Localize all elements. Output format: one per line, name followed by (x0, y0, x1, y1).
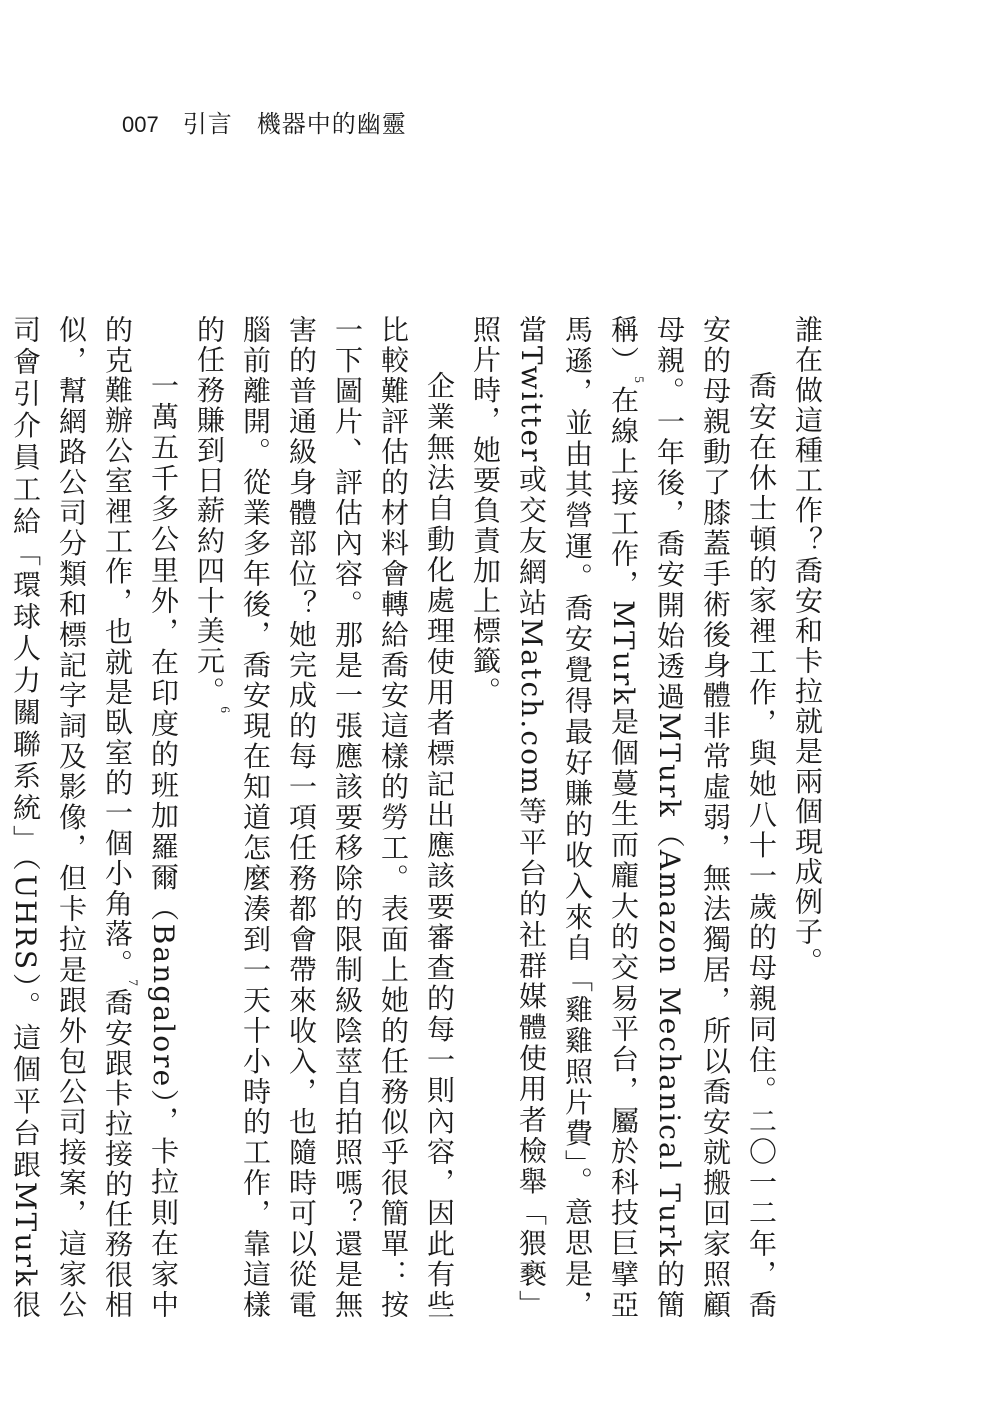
running-header (122, 104, 407, 139)
footnote-marker: 6 (218, 706, 233, 715)
paragraph (784, 315, 830, 1320)
paragraph-text: 喬安跟卡拉接的任務很相似，幫網路公司分類和標記字詞及影像，但卡拉是跟外包公司接案，這家公司會引介員工給「環球人力關聯系統」（UHRS）。這個平台跟MTurk很 (9, 315, 134, 1321)
paragraph-text: 一萬五千多公里外，在印度的班加羅爾（Bangalore），卡拉則在家中的克難辦公室裡工作，也就是臥室的一個小角落。 (101, 315, 180, 1320)
paragraph-text: 誰在做這種工作？喬安和卡拉就是兩個現成例子。 (791, 315, 824, 978)
footnote-marker: 5 (632, 376, 647, 385)
chapter-title: 機器中的幽靈 (256, 112, 407, 138)
section-label: 引言 (182, 112, 233, 138)
page-number: 007 (122, 112, 159, 137)
paragraph (0, 315, 186, 1320)
body-text (9, 315, 830, 1321)
footnote-marker: 7 (126, 979, 141, 988)
paragraph-text: 喬安在休士頓的家裡工作，與她八十一歲的母親同住。二〇一二年，喬安的母親動了膝蓋手術後身體非常虛弱，無法獨居，所以喬安就搬回家照顧母親。一年後，喬安開始透過MTurk（Amazon Mechanical Turk的簡稱） (607, 315, 778, 1320)
paragraph (462, 315, 784, 1320)
paragraph-text: 在線上接工作，MTurk是個蔓生而龐大的交易平台，屬於科技巨擘亞馬遜，並由其營運。喬安覺得最好賺的收入來自「雞雞照片費」。意思是，當Twitter或交友網站Match.com等平台的社群媒體使用者檢舉「猥褻」照片時，她要負責加上標籤。 (469, 315, 640, 1320)
paragraph (186, 315, 462, 1320)
paragraph-text: 企業無法自動化處理使用者標記出應該要審查的每一則內容，因此有些比較難評估的材料會轉給喬安這樣的勞工。表面上她的任務似乎很簡單：按一下圖片、評估內容。那是一張應該要移除的限制級陰莖自拍照嗎？還是無害的普通級身體部位？她完成的每一項任務都會帶來收入，也隨時可以從電腦前離開。從業多年後，喬安現在知道怎麼湊到一天十小時的工作，靠這樣的任務賺到日薪約四十美元。 (193, 315, 456, 1320)
